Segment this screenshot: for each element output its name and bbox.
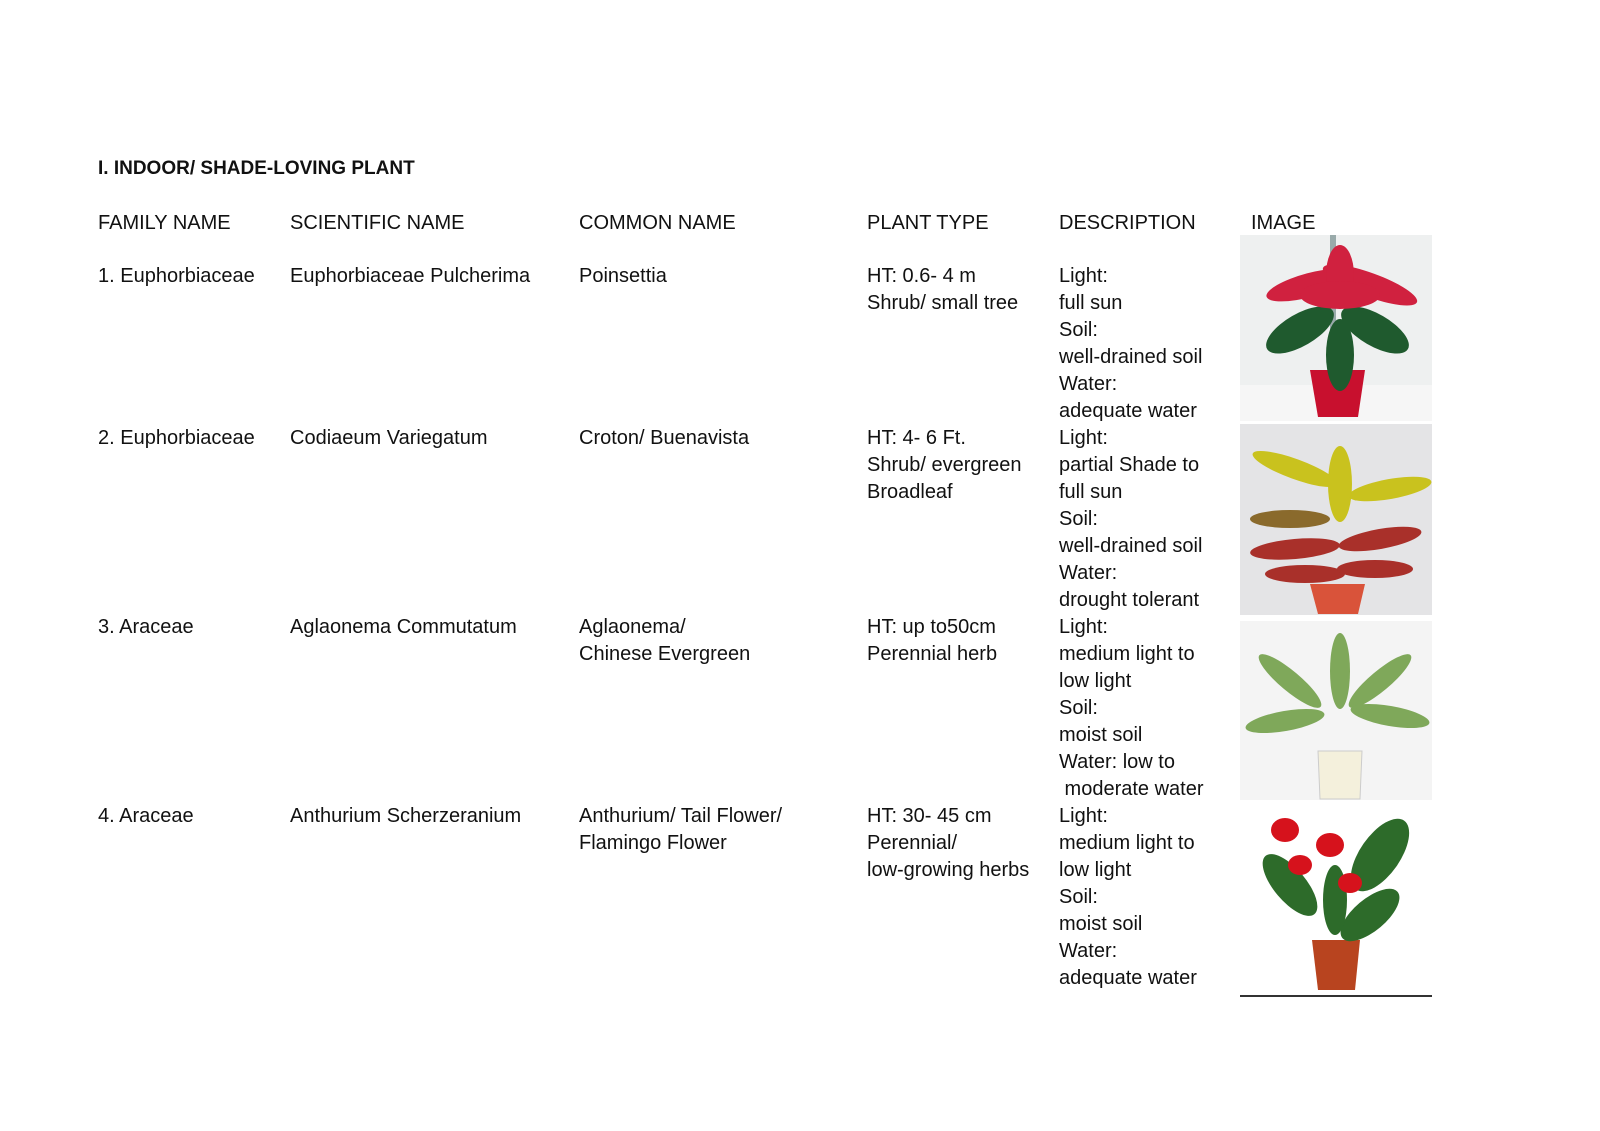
anthurium-image [1240, 805, 1432, 997]
plant-type: HT: 4- 6 Ft. Shrub/ evergreen Broadleaf [867, 427, 1022, 503]
family-name: 4. Araceae [98, 805, 194, 827]
common-name: Poinsettia [579, 265, 667, 287]
header-plant-type: PLANT TYPE [867, 212, 989, 234]
common-name: Anthurium/ Tail Flower/ Flamingo Flower [579, 805, 783, 854]
plant-type: HT: 0.6- 4 m Shrub/ small tree [867, 265, 1019, 314]
header-common-name: COMMON NAME [579, 212, 736, 234]
section-title: I. INDOOR/ SHADE-LOVING PLANT [98, 158, 415, 179]
description: Light: medium light to low light Soil: moist soil Water: low to moderate water [1059, 616, 1204, 800]
scientific-name: Aglaonema Commutatum [290, 616, 517, 638]
description: Light: full sun Soil: well-drained soil Water: adequate water [1059, 265, 1203, 422]
family-name: 3. Araceae [98, 616, 194, 638]
plant-type: HT: up to50cm Perennial herb [867, 616, 998, 665]
scientific-name: Anthurium Scherzeranium [290, 805, 522, 827]
poinsettia-image [1240, 235, 1432, 421]
family-name: 2. Euphorbiaceae [98, 427, 255, 449]
scientific-name: Euphorbiaceae Pulcherima [290, 265, 531, 287]
common-name: Croton/ Buenavista [579, 427, 750, 449]
description: Light: partial Shade to full sun Soil: well-drained soil Water: drought tolerant [1059, 427, 1203, 611]
common-name: Aglaonema/ Chinese Evergreen [579, 616, 751, 665]
header-description: DESCRIPTION [1059, 212, 1196, 234]
header-family-name: FAMILY NAME [98, 212, 231, 234]
description: Light: medium light to low light Soil: moist soil Water: adequate water [1059, 805, 1197, 989]
aglaonema-image [1240, 621, 1432, 800]
header-scientific-name: SCIENTIFIC NAME [290, 212, 465, 234]
croton-image [1240, 424, 1432, 615]
scientific-name: Codiaeum Variegatum [290, 427, 488, 449]
header-image: IMAGE [1251, 212, 1316, 234]
family-name: 1. Euphorbiaceae [98, 265, 255, 287]
plant-type: HT: 30- 45 cm Perennial/ low-growing herbs [867, 805, 1030, 881]
